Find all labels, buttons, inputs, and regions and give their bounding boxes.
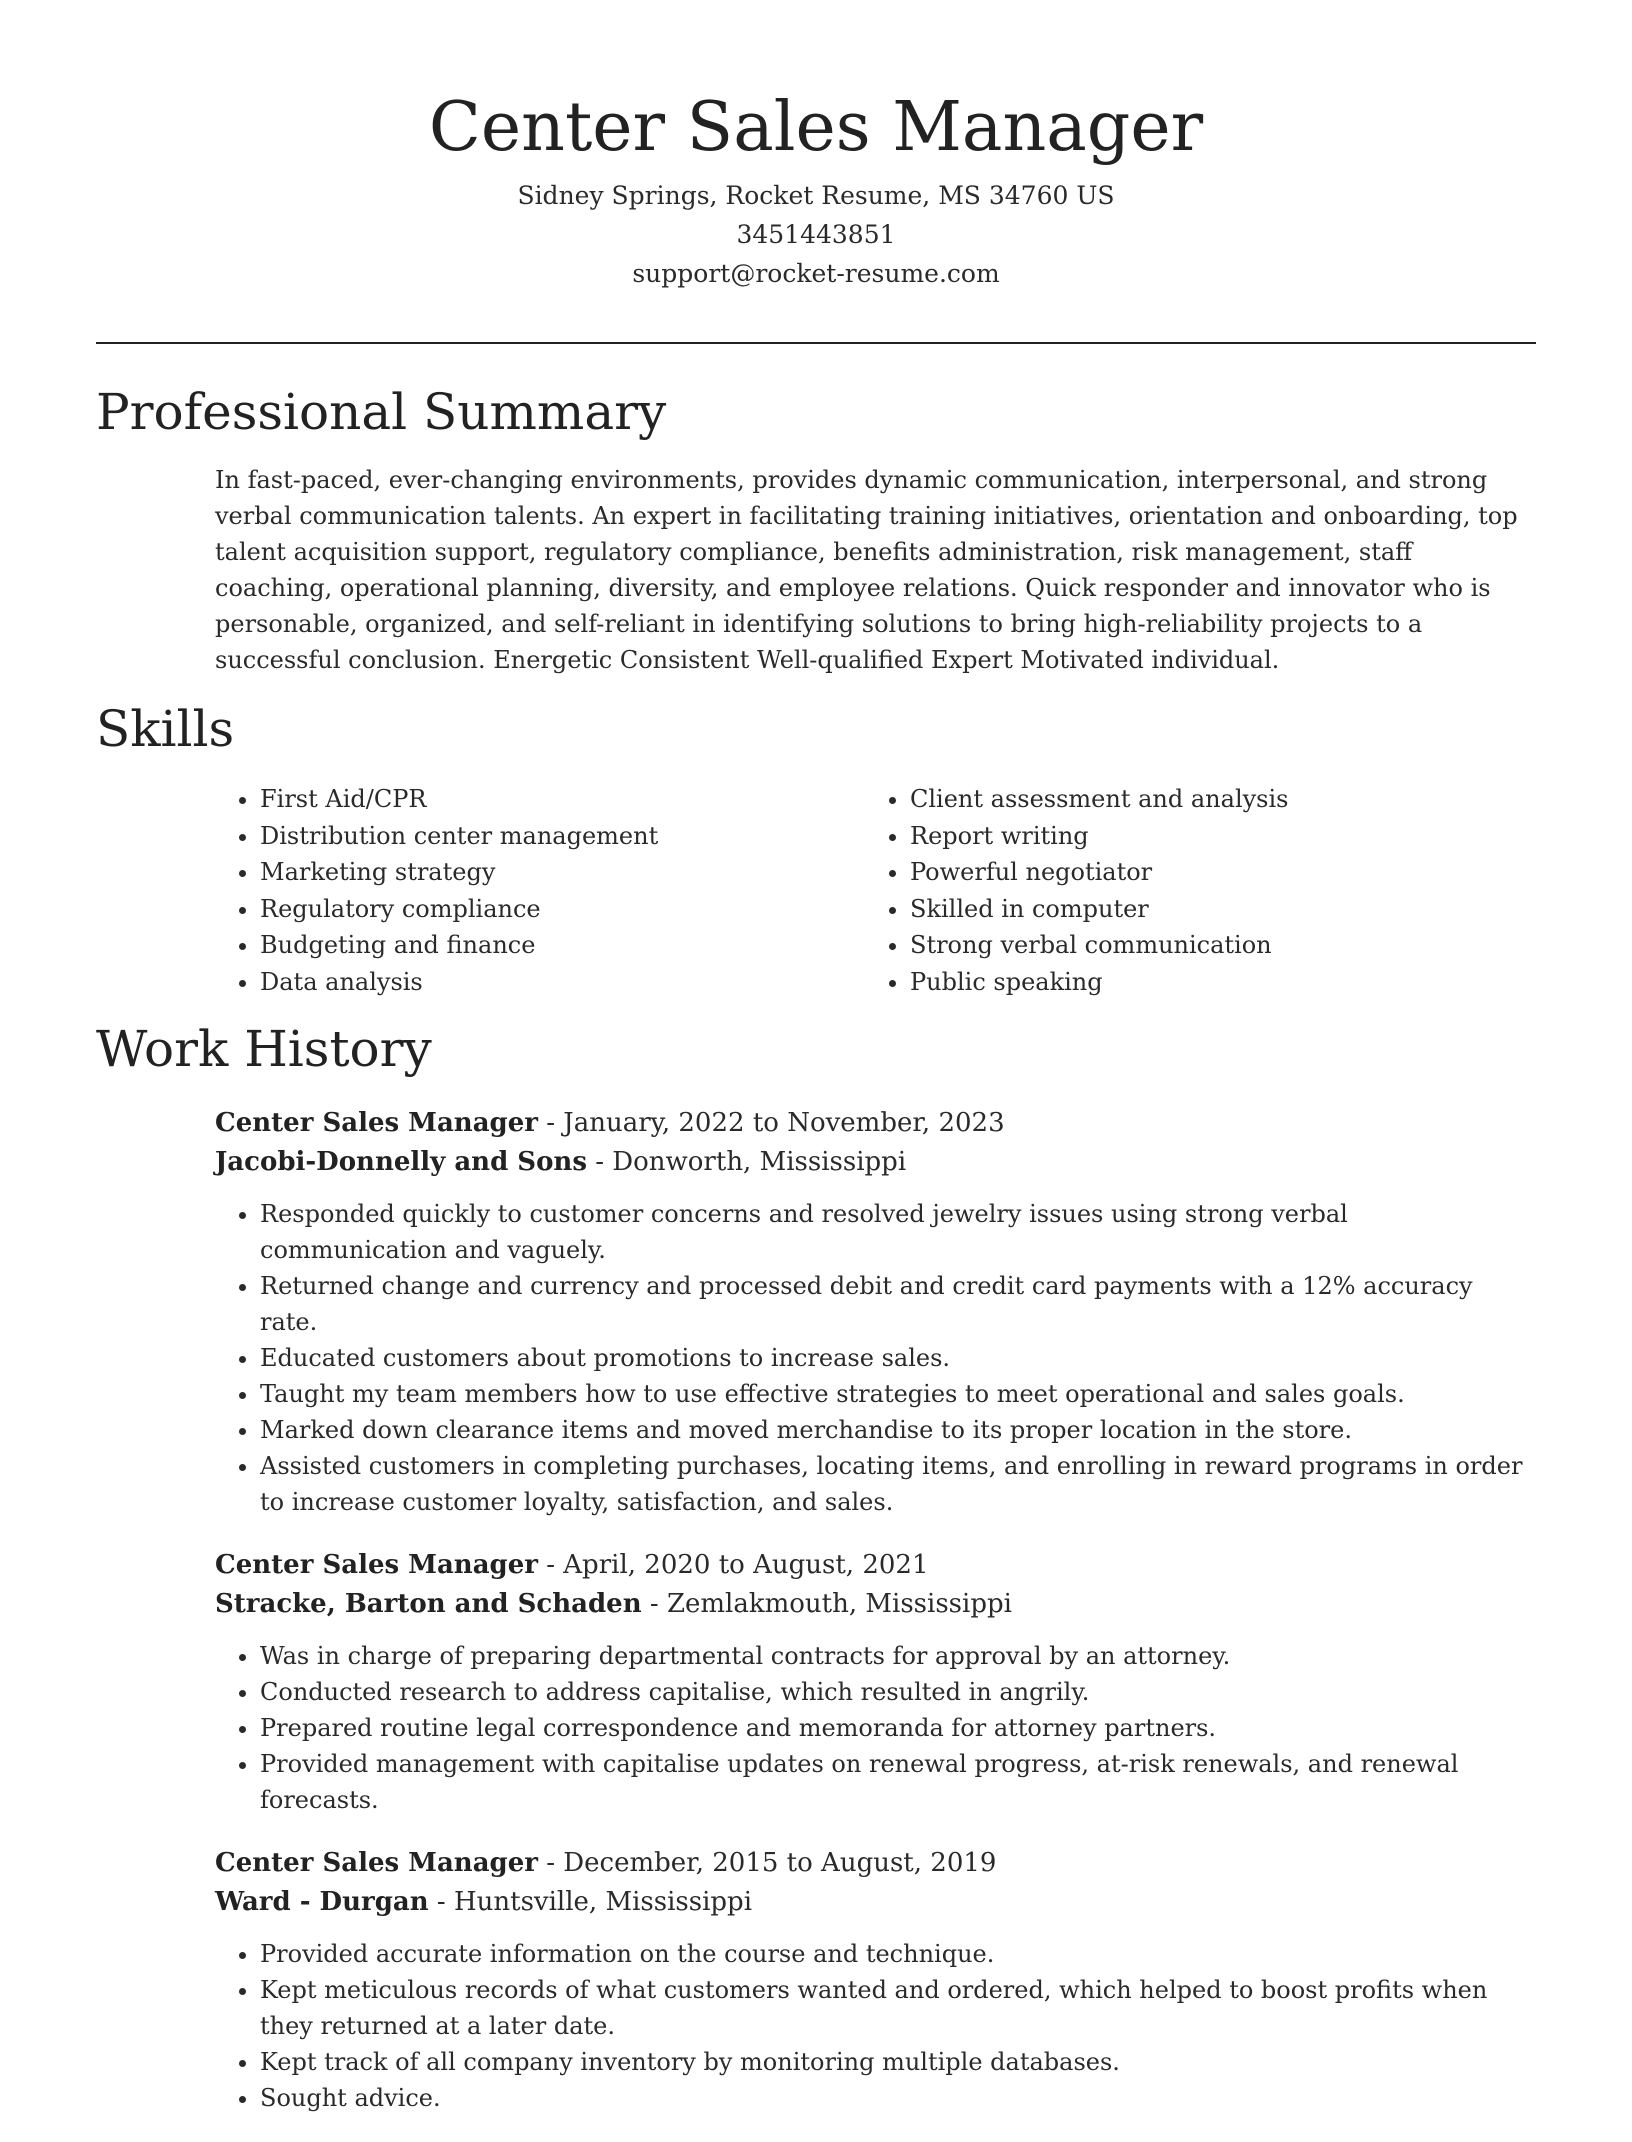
skills-column-right [865,781,1515,1000]
job-dates: - April, 2020 to August, 2021 [537,1550,929,1580]
job-bullet: • Provided accurate information on the course and technique. [260,1936,1535,1972]
job-title: Center Sales Manager [215,1848,538,1878]
job-entry [215,1546,1535,1818]
skill-item: • Regulatory compliance [260,891,865,928]
job-bullets [215,1196,1535,1520]
summary-text: In fast-paced, ever-changing environments, provides dynamic communication, interpersonal, and strong verbal communication talents. An expert in facilitating training initiatives, orientation and onboarding, top talent acquisition support, regulatory compliance, benefits administration, risk management, staff coaching, operational planning, diversity, and employee relations. Quick responder and innovator who is personable, organized, and self-reliant in identifying solutions to bring high-reliability projects to a successful conclusion. Energetic Consistent Well-qualified Expert Motivated individual. [215,466,1518,674]
job-bullet: • Prepared routine legal correspondence and memoranda for attorney partners. [260,1710,1535,1746]
job-company-line [215,1883,1535,1922]
work-history-list [215,1104,1535,2142]
job-entry [215,1104,1535,1520]
job-location: - Huntsville, Mississippi [428,1887,753,1917]
job-company: Ward - Durgan [215,1887,429,1917]
skill-item: • Budgeting and finance [260,927,865,964]
candidate-name: Center Sales Manager [428,88,1204,167]
job-bullets [215,1638,1535,1818]
job-bullet: • Conducted research to address capitalise, which resulted in angrily. [260,1674,1535,1710]
skill-item: • Skilled in computer [910,891,1515,928]
skills-column-left [215,781,865,1000]
job-bullet: • Kept meticulous records of what customers wanted and ordered, which helped to boost profits when they returned at a later date. [260,1972,1535,2044]
job-bullet: • Marked down clearance items and moved merchandise to its proper location in the store. [260,1412,1535,1448]
contact-phone: 3451443851 [736,220,896,249]
skill-item: • Report writing [910,818,1515,855]
contact-address: Sidney Springs, Rocket Resume, MS 34760 US [517,181,1115,210]
skills-heading: Skills [96,700,235,758]
job-bullet: • Kept track of all company inventory by monitoring multiple databases. [260,2044,1535,2080]
job-title: Center Sales Manager [215,1550,538,1580]
job-bullet: • Taught my team members how to use effective strategies to meet operational and sales goals. [260,1376,1535,1412]
work-history-heading: Work History [96,1020,432,1078]
job-title: Center Sales Manager [215,1108,538,1138]
job-bullet: • Sought advice. [260,2080,1535,2116]
contact-email: support@rocket-resume.com [632,259,1000,288]
summary-heading: Professional Summary [96,383,667,441]
skill-item: • Client assessment and analysis [910,781,1515,818]
skill-item: • Strong verbal communication [910,927,1515,964]
skill-item: • Public speaking [910,964,1515,1001]
job-company-line [215,1143,1535,1182]
job-title-line [215,1104,1535,1143]
job-bullet: • Provided management with capitalise updates on renewal progress, at-risk renewals, and renewal forecasts. [260,1746,1535,1818]
job-location: - Donworth, Mississippi [586,1147,907,1177]
job-entry [215,1844,1535,2116]
skill-item: • Powerful negotiator [910,854,1515,891]
job-dates: - January, 2022 to November, 2023 [537,1108,1005,1138]
job-bullet: • Returned change and currency and processed debit and credit card payments with a 12% accuracy rate. [260,1268,1535,1340]
job-bullet: • Was in charge of preparing departmental contracts for approval by an attorney. [260,1638,1535,1674]
skills-list [215,781,1535,1000]
job-bullet: • Educated customers about promotions to increase sales. [260,1340,1535,1376]
job-bullets [215,1936,1535,2116]
job-dates: - December, 2015 to August, 2019 [537,1848,997,1878]
job-location: - Zemlakmouth, Mississippi [641,1589,1012,1619]
skill-item: • Distribution center management [260,818,865,855]
job-title-line [215,1844,1535,1883]
job-company-line [215,1585,1535,1624]
job-bullet: • Responded quickly to customer concerns and resolved jewelry issues using strong verbal communication and vaguely. [260,1196,1535,1268]
job-bullet: • Assisted customers in completing purchases, locating items, and enrolling in reward programs in order to increase customer loyalty, satisfaction, and sales. [260,1448,1535,1520]
header-divider [96,342,1536,344]
skill-item: • Data analysis [260,964,865,1001]
job-company: Stracke, Barton and Schaden [215,1589,642,1619]
skill-item: • First Aid/CPR [260,781,865,818]
skill-item: • Marketing strategy [260,854,865,891]
resume-header [96,80,1536,293]
job-company: Jacobi-Donnelly and Sons [215,1147,587,1177]
job-title-line [215,1546,1535,1585]
